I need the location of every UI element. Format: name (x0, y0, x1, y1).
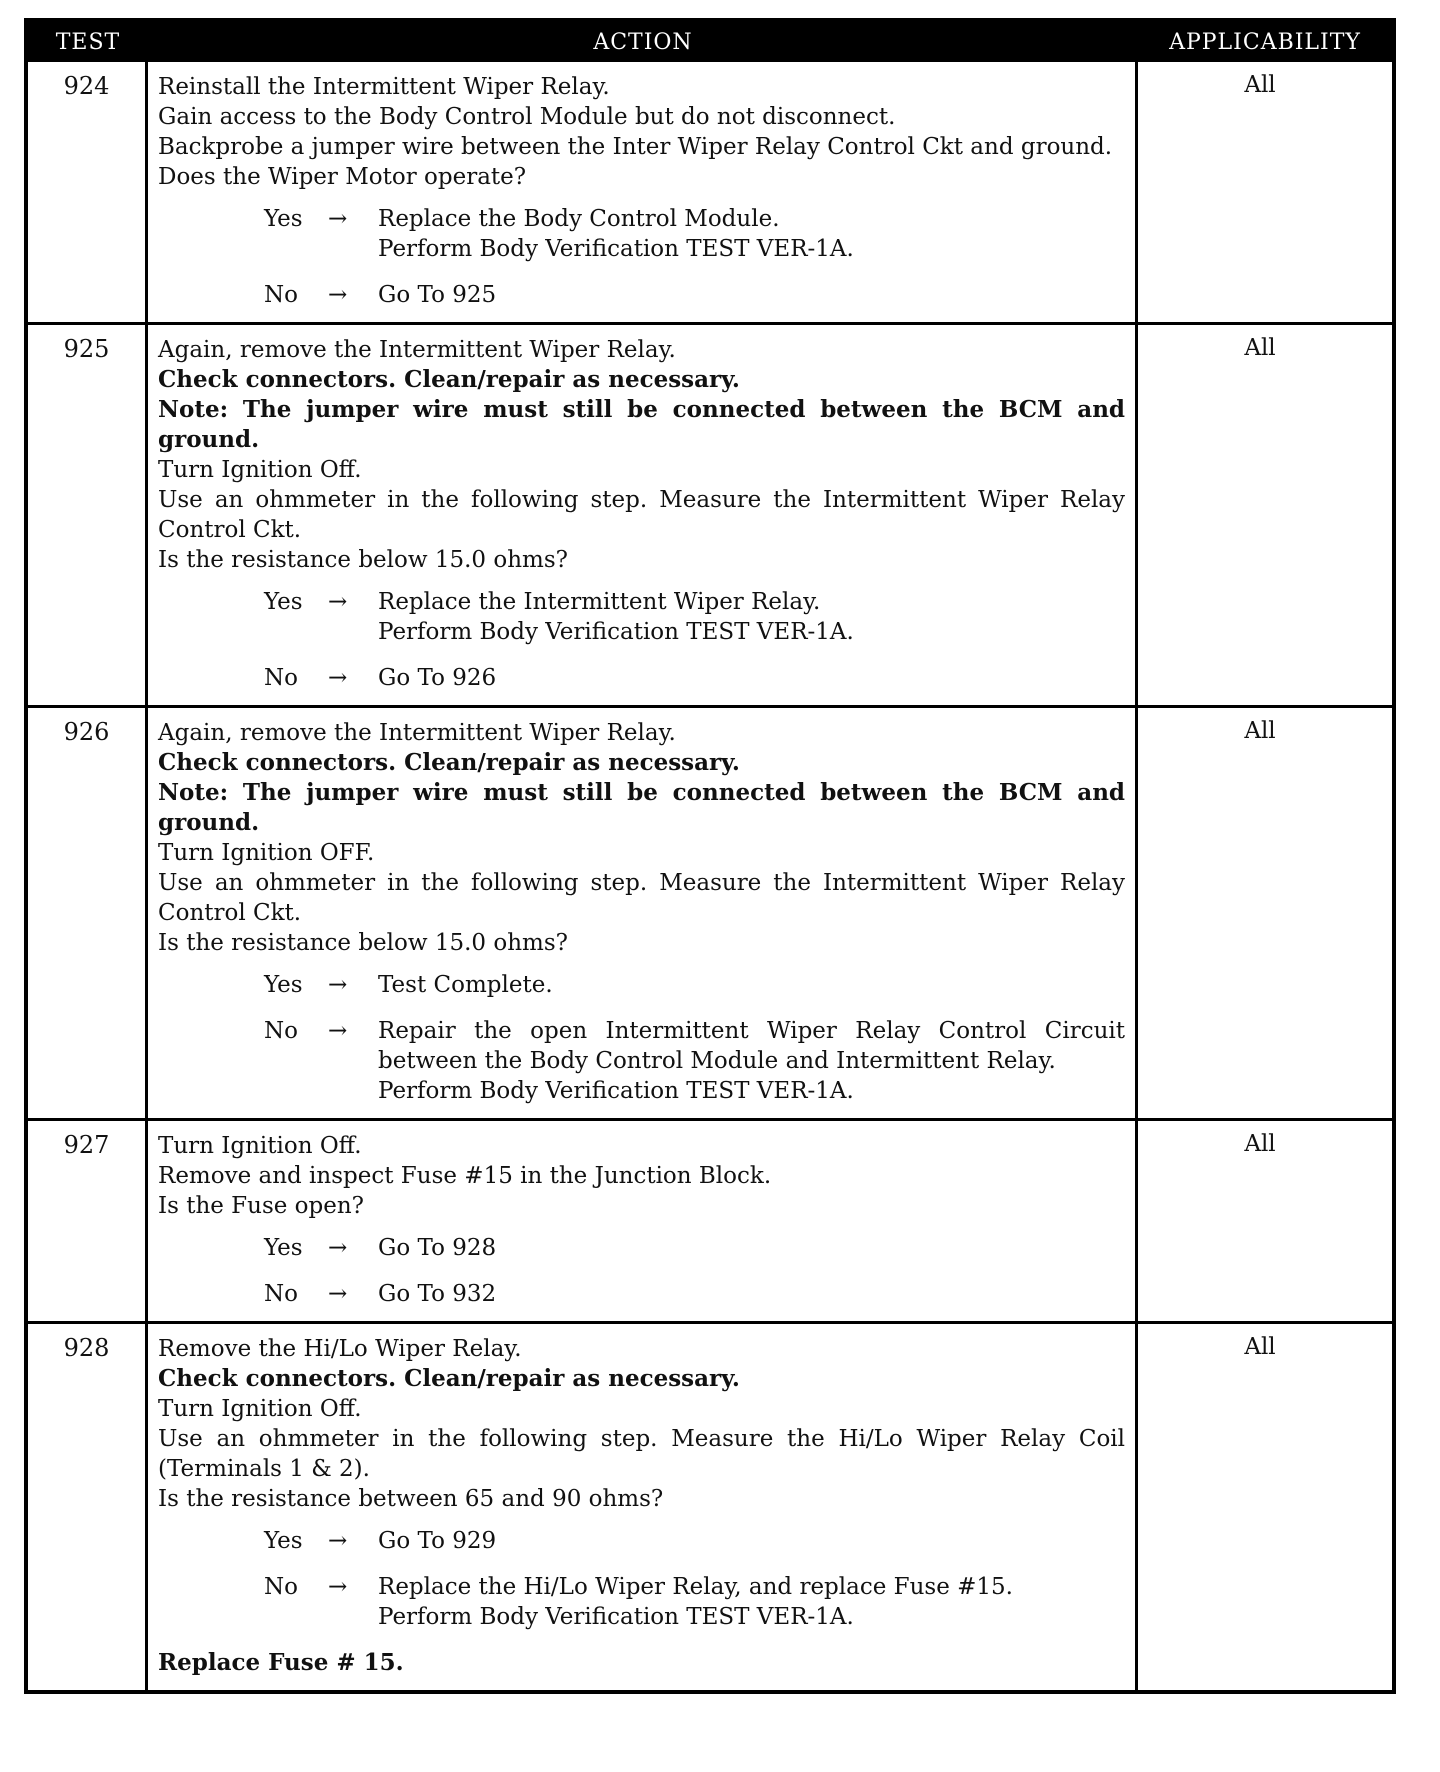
answer-step: Perform Body Verification TEST VER-1A. (378, 619, 854, 645)
test-number: 927 (28, 1121, 148, 1321)
arrow-right-icon: → (328, 1281, 348, 1307)
answer-list (158, 970, 1125, 1106)
answer-list (158, 587, 1125, 693)
answer-step: Replace the Body Control Module. (378, 206, 780, 232)
test-number: 926 (28, 708, 148, 1118)
answer-step: Replace the Intermittent Wiper Relay. (378, 589, 821, 615)
answer-yes (158, 1526, 1125, 1556)
action-instruction: Is the resistance below 15.0 ohms? (158, 930, 568, 956)
answer-result (378, 587, 1125, 647)
table-header (28, 22, 1392, 62)
answer-step: Repair the open Intermittent Wiper Relay Control Circuit between the Body Control Module and Intermittent Relay. (378, 1018, 1125, 1074)
action-instruction: Turn Ignition Off. (158, 457, 362, 483)
action-instruction: Gain access to the Body Control Module but do not disconnect. (158, 104, 896, 130)
arrow-right-icon: → (328, 1528, 348, 1554)
action-cell (148, 1324, 1138, 1690)
action-instruction-emphasis: Note: The jumper wire must still be connected between the BCM and ground. (158, 779, 1125, 836)
action-instruction: Is the Fuse open? (158, 1193, 365, 1219)
applicability-cell: All (1244, 718, 1276, 744)
answer-step: Go To 925 (378, 282, 497, 308)
action-instruction: Turn Ignition Off. (158, 1133, 362, 1159)
table-row (28, 322, 1392, 705)
answer-key: Yes (264, 206, 303, 232)
answer-step: Perform Body Verification TEST VER-1A. (378, 236, 854, 262)
answer-result (378, 1279, 1125, 1309)
arrow-right-icon: → (328, 206, 348, 232)
answer-list (158, 204, 1125, 310)
answer-key: No (264, 1281, 298, 1307)
action-cell (148, 1121, 1138, 1321)
header-test: TEST (55, 29, 121, 55)
answer-key: No (264, 1574, 298, 1600)
action-instruction: Use an ohmmeter in the following step. Measure the Intermittent Wiper Relay Control Ckt. (158, 487, 1125, 543)
answer-step: Go To 926 (378, 665, 497, 691)
arrow-right-icon: → (328, 282, 348, 308)
answer-step: Perform Body Verification TEST VER-1A. (378, 1078, 854, 1104)
answer-result (378, 280, 1125, 310)
action-instruction: Remove the Hi/Lo Wiper Relay. (158, 1336, 522, 1362)
applicability-cell: All (1244, 72, 1276, 98)
answer-step: Test Complete. (378, 972, 553, 998)
arrow-right-icon: → (328, 1018, 348, 1044)
table-row (28, 705, 1392, 1118)
table-row (28, 62, 1392, 322)
action-instruction-emphasis: Check connectors. Clean/repair as necessary. (158, 749, 740, 776)
action-instruction: Again, remove the Intermittent Wiper Relay. (158, 720, 676, 746)
test-number: 924 (28, 62, 148, 322)
answer-list (158, 1233, 1125, 1309)
action-instruction: Is the resistance below 15.0 ohms? (158, 547, 568, 573)
action-cell (148, 325, 1138, 705)
answer-key: Yes (264, 1528, 303, 1554)
action-instruction-emphasis: Check connectors. Clean/repair as necessary. (158, 1365, 740, 1392)
answer-key: Yes (264, 1235, 303, 1261)
answer-result (378, 1572, 1125, 1632)
action-instruction-emphasis: Check connectors. Clean/repair as necessary. (158, 366, 740, 393)
applicability-cell: All (1244, 1131, 1276, 1157)
table-body (28, 62, 1392, 1690)
answer-yes (158, 204, 1125, 264)
action-instruction: Turn Ignition Off. (158, 1396, 362, 1422)
table-row (28, 1118, 1392, 1321)
answer-result (378, 1233, 1125, 1263)
applicability-cell: All (1244, 335, 1276, 361)
answer-step: Go To 932 (378, 1281, 497, 1307)
action-instruction: Use an ohmmeter in the following step. Measure the Hi/Lo Wiper Relay Coil (Terminals 1 & 2). (158, 1426, 1125, 1482)
applicability-cell: All (1244, 1334, 1276, 1360)
table-row (28, 1321, 1392, 1690)
answer-key: No (264, 1018, 298, 1044)
action-instruction: Is the resistance between 65 and 90 ohms? (158, 1486, 664, 1512)
action-cell (148, 708, 1138, 1118)
test-number: 925 (28, 325, 148, 705)
answer-step: Go To 929 (378, 1528, 497, 1554)
answer-step: Perform Body Verification TEST VER-1A. (378, 1604, 854, 1630)
answer-no (158, 280, 1125, 310)
action-final-note: Replace Fuse # 15. (158, 1649, 404, 1676)
header-applicability: APPLICABILITY (1169, 29, 1361, 55)
diagnostic-table (24, 18, 1396, 1694)
answer-result (378, 204, 1125, 264)
answer-step: Go To 928 (378, 1235, 497, 1261)
arrow-right-icon: → (328, 1574, 348, 1600)
action-cell (148, 62, 1138, 322)
arrow-right-icon: → (328, 1235, 348, 1261)
header-action: ACTION (593, 29, 693, 55)
answer-yes (158, 970, 1125, 1000)
answer-yes (158, 587, 1125, 647)
arrow-right-icon: → (328, 665, 348, 691)
action-instruction: Turn Ignition OFF. (158, 840, 375, 866)
answer-yes (158, 1233, 1125, 1263)
answer-key: No (264, 665, 298, 691)
answer-no (158, 1572, 1125, 1632)
action-instruction: Backprobe a jumper wire between the Inter Wiper Relay Control Ckt and ground. (158, 134, 1113, 160)
arrow-right-icon: → (328, 589, 348, 615)
answer-result (378, 663, 1125, 693)
answer-list (158, 1526, 1125, 1632)
answer-result (378, 1016, 1125, 1106)
action-instruction: Remove and inspect Fuse #15 in the Junction Block. (158, 1163, 772, 1189)
action-instruction: Use an ohmmeter in the following step. Measure the Intermittent Wiper Relay Control Ckt. (158, 870, 1125, 926)
action-instruction: Does the Wiper Motor operate? (158, 164, 527, 190)
action-instruction-emphasis: Note: The jumper wire must still be connected between the BCM and ground. (158, 396, 1125, 453)
action-instruction: Reinstall the Intermittent Wiper Relay. (158, 74, 610, 100)
answer-no (158, 1279, 1125, 1309)
answer-result (378, 1526, 1125, 1556)
arrow-right-icon: → (328, 972, 348, 998)
answer-no (158, 663, 1125, 693)
answer-key: No (264, 282, 298, 308)
answer-key: Yes (264, 972, 303, 998)
answer-no (158, 1016, 1125, 1106)
answer-key: Yes (264, 589, 303, 615)
answer-step: Replace the Hi/Lo Wiper Relay, and replace Fuse #15. (378, 1574, 1013, 1600)
test-number: 928 (28, 1324, 148, 1690)
answer-result (378, 970, 1125, 1000)
action-instruction: Again, remove the Intermittent Wiper Relay. (158, 337, 676, 363)
